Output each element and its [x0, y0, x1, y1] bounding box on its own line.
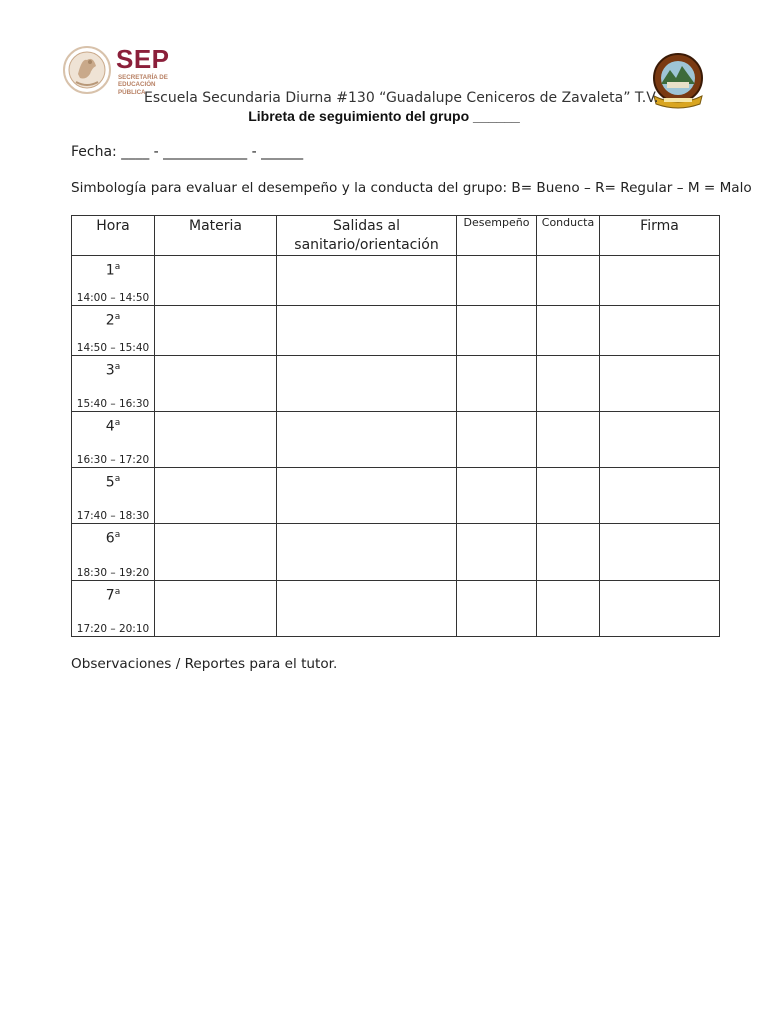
- conducta-cell[interactable]: [537, 356, 600, 412]
- firma-cell[interactable]: [600, 256, 720, 306]
- header-firma: Firma: [600, 216, 720, 256]
- period-time: 18:30 – 19:20: [76, 567, 150, 579]
- desempeno-cell[interactable]: [457, 468, 537, 524]
- hora-cell: [72, 581, 155, 637]
- table-row: [72, 306, 720, 356]
- salidas-cell[interactable]: [277, 256, 457, 306]
- conducta-cell[interactable]: [537, 581, 600, 637]
- conducta-cell[interactable]: [537, 524, 600, 581]
- table-row: [72, 356, 720, 412]
- table-row: [72, 581, 720, 637]
- ordinal-suffix: a: [114, 362, 121, 372]
- period-time: 17:20 – 20:10: [76, 623, 150, 635]
- period-time: 14:50 – 15:40: [76, 342, 150, 354]
- header-materia: Materia: [155, 216, 277, 256]
- hora-cell: [72, 468, 155, 524]
- observations-label: Observaciones / Reportes para el tutor.: [71, 656, 338, 672]
- firma-cell[interactable]: [600, 306, 720, 356]
- header-hora: Hora: [72, 216, 155, 256]
- header-salidas: Salidas al sanitario/orientación: [277, 216, 457, 256]
- desempeno-cell[interactable]: [457, 581, 537, 637]
- desempeno-cell[interactable]: [457, 256, 537, 306]
- ordinal-suffix: a: [114, 530, 121, 540]
- ordinal-suffix: a: [114, 587, 121, 597]
- table-row: [72, 468, 720, 524]
- period-number: 7$^a$: [105, 587, 121, 604]
- period-time: 14:00 – 14:50: [76, 292, 150, 304]
- header-conducta: Conducta: [537, 216, 600, 256]
- period-number: 3$^a$: [105, 362, 121, 379]
- symbology-legend: Simbología para evaluar el desempeño y la conducta del grupo: B= Bueno – R= Regular – M = Malo: [71, 180, 752, 196]
- school-name: Escuela Secundaria Diurna #130 “Guadalupe Ceniceros de Zavaleta” T.V.: [144, 90, 659, 106]
- period-number: 2$^a$: [105, 312, 121, 329]
- period-number: 4$^a$: [105, 418, 121, 435]
- header-desempeno: Desempeño: [457, 216, 537, 256]
- desempeno-cell[interactable]: [457, 356, 537, 412]
- salidas-cell[interactable]: [277, 524, 457, 581]
- sep-subtitle: SECRETARÍA DE EDUCACIÓN PÚBLICA: [118, 74, 168, 96]
- firma-cell[interactable]: [600, 524, 720, 581]
- period-time: 15:40 – 16:30: [76, 398, 150, 410]
- materia-cell[interactable]: [155, 524, 277, 581]
- table-row: [72, 256, 720, 306]
- period-number: 1$^a$: [105, 262, 121, 279]
- desempeno-cell[interactable]: [457, 524, 537, 581]
- hora-cell: [72, 356, 155, 412]
- period-number: 6$^a$: [105, 530, 121, 547]
- materia-cell[interactable]: [155, 468, 277, 524]
- desempeno-cell[interactable]: [457, 306, 537, 356]
- period-number: 5$^a$: [105, 474, 121, 491]
- materia-cell[interactable]: [155, 256, 277, 306]
- hora-cell: [72, 306, 155, 356]
- sep-wordmark: SEP: [116, 44, 170, 74]
- conducta-cell[interactable]: [537, 412, 600, 468]
- period-time: 16:30 – 17:20: [76, 454, 150, 466]
- ordinal-suffix: a: [114, 262, 121, 272]
- hora-cell: [72, 524, 155, 581]
- mexico-coat-of-arms-icon: [62, 44, 112, 96]
- conducta-cell[interactable]: [537, 256, 600, 306]
- firma-cell[interactable]: [600, 468, 720, 524]
- firma-cell[interactable]: [600, 412, 720, 468]
- document-title: Libreta de seguimiento del grupo ______: [248, 108, 520, 124]
- hora-cell: [72, 412, 155, 468]
- ordinal-suffix: a: [114, 474, 121, 484]
- ordinal-suffix: a: [114, 418, 121, 428]
- desempeno-cell[interactable]: [457, 412, 537, 468]
- salidas-cell[interactable]: [277, 306, 457, 356]
- table-row: [72, 524, 720, 581]
- table-header-row: [72, 216, 720, 256]
- salidas-cell[interactable]: [277, 412, 457, 468]
- materia-cell[interactable]: [155, 581, 277, 637]
- materia-cell[interactable]: [155, 356, 277, 412]
- table-row: [72, 412, 720, 468]
- salidas-cell[interactable]: [277, 581, 457, 637]
- conducta-cell[interactable]: [537, 306, 600, 356]
- firma-cell[interactable]: [600, 356, 720, 412]
- salidas-cell[interactable]: [277, 468, 457, 524]
- date-field: Fecha: ____ - ____________ - ______: [71, 144, 304, 160]
- firma-cell[interactable]: [600, 581, 720, 637]
- materia-cell[interactable]: [155, 306, 277, 356]
- schedule-table: [71, 215, 720, 637]
- ordinal-suffix: a: [114, 312, 121, 322]
- conducta-cell[interactable]: [537, 468, 600, 524]
- salidas-cell[interactable]: [277, 356, 457, 412]
- hora-cell: [72, 256, 155, 306]
- materia-cell[interactable]: [155, 412, 277, 468]
- period-time: 17:40 – 18:30: [76, 510, 150, 522]
